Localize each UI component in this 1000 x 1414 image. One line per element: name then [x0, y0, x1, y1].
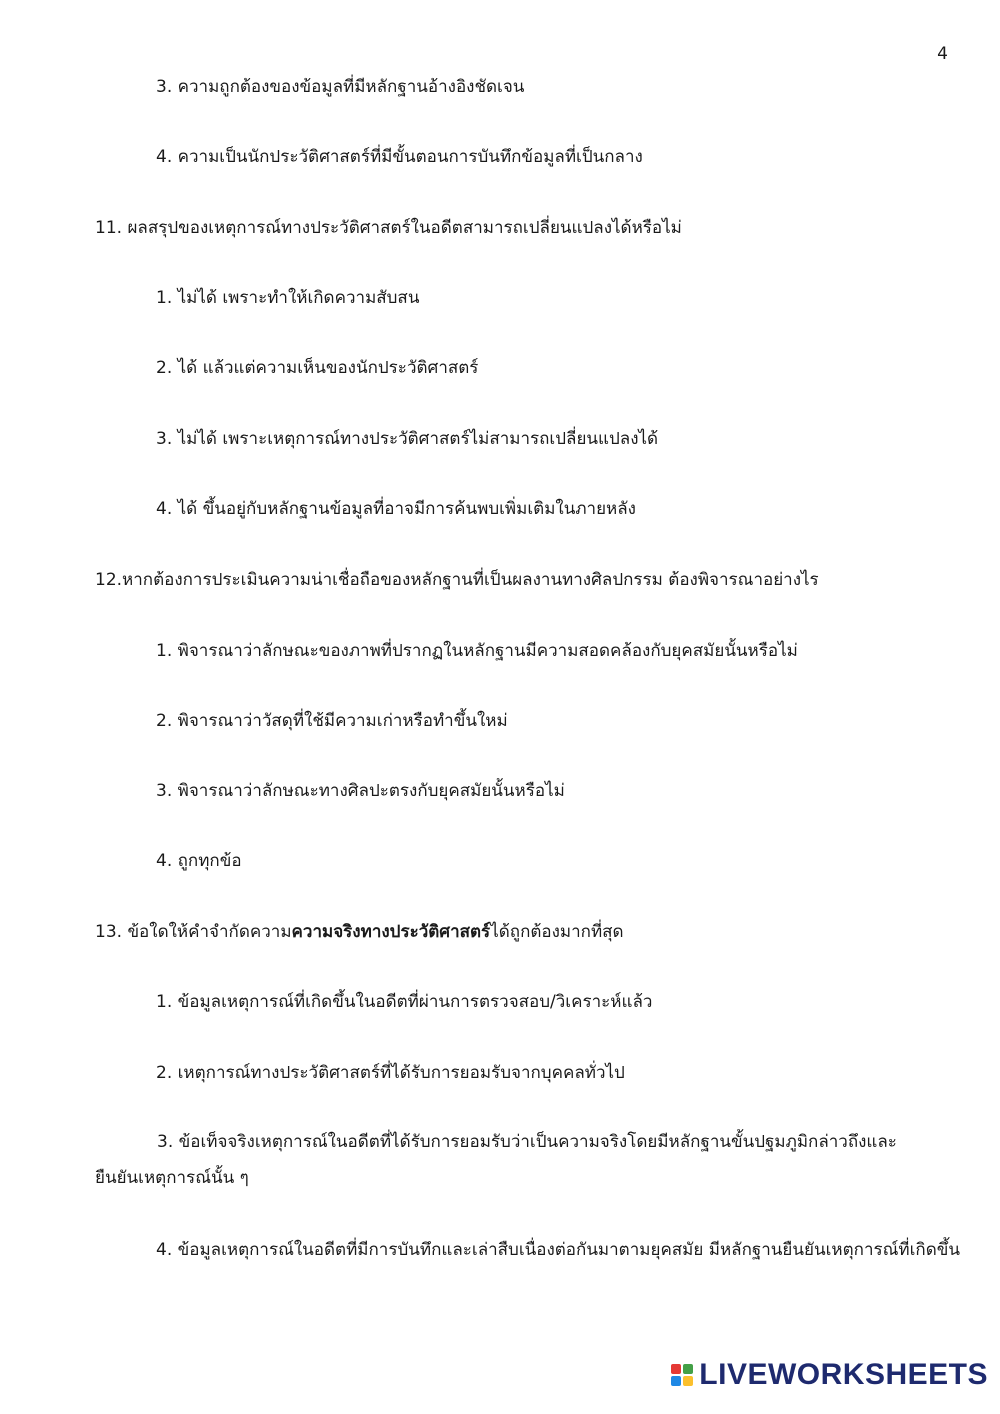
- q13-option-4: 4. ข้อมูลเหตุการณ์ในอดีตที่มีการบันทึกและเล่าสืบเนื่องต่อกันมาตามยุคสมัย มีหลักฐานยืนยันเหตุการณ์ที่เกิดขึ้น: [156, 1240, 960, 1260]
- page-number: 4: [937, 44, 948, 64]
- q12-option-2: 2. พิจารณาว่าวัสดุที่ใช้มีความเก่าหรือทำขึ้นใหม่: [156, 711, 508, 731]
- q11-option-2: 2. ได้ แล้วแต่ความเห็นของนักประวัติศาสตร์: [156, 358, 479, 378]
- q12-option-3: 3. พิจารณาว่าลักษณะทางศิลปะตรงกับยุคสมัยนั้นหรือไม่: [156, 781, 565, 801]
- q12-option-4: 4. ถูกทุกข้อ: [156, 851, 242, 871]
- question-11: 11. ผลสรุปของเหตุการณ์ทางประวัติศาสตร์ในอดีตสามารถเปลี่ยนแปลงได้หรือไม่: [95, 218, 682, 238]
- liveworksheets-logo-icon: [671, 1364, 693, 1386]
- question-13-prefix: 13. ข้อใดให้คำจำกัดความ: [95, 922, 292, 942]
- q11-option-3: 3. ไม่ได้ เพราะเหตุการณ์ทางประวัติศาสตร์ไม่สามารถเปลี่ยนแปลงได้: [156, 429, 659, 449]
- q12-option-1: 1. พิจารณาว่าลักษณะของภาพที่ปรากฏในหลักฐานมีความสอดคล้องกับยุคสมัยนั้นหรือไม่: [156, 641, 798, 661]
- question-13-bold-term: ความจริงทางประวัติศาสตร์: [291, 922, 491, 942]
- q13-option-2: 2. เหตุการณ์ทางประวัติศาสตร์ที่ได้รับการยอมรับจากบุคคลทั่วไป: [156, 1063, 625, 1083]
- question-13: [95, 920, 624, 944]
- q11-option-1: 1. ไม่ได้ เพราะทำให้เกิดความสับสน: [156, 288, 420, 308]
- q10-option-3: 3. ความถูกต้องของข้อมูลที่มีหลักฐานอ้างอิงชัดเจน: [156, 77, 525, 97]
- q10-option-4: 4. ความเป็นนักประวัติศาสตร์ที่มีขั้นตอนการบันทึกข้อมูลที่เป็นกลาง: [156, 147, 643, 167]
- q11-option-4: 4. ได้ ขึ้นอยู่กับหลักฐานข้อมูลที่อาจมีการค้นพบเพิ่มเติมในภายหลัง: [156, 499, 636, 519]
- question-12: 12.หากต้องการประเมินความน่าเชื่อถือของหลักฐานที่เป็นผลงานทางศิลปกรรม ต้องพิจารณาอย่างไร: [95, 570, 819, 590]
- q13-option-3: 3. ข้อเท็จจริงเหตุการณ์ในอดีตที่ได้รับการยอมรับว่าเป็นความจริงโดยมีหลักฐานขั้นปฐมภูมิกล่าวถึงและยืนยันเหตุการณ์นั้น ๆ: [95, 1132, 897, 1188]
- question-13-suffix: ได้ถูกต้องมากที่สุด: [490, 922, 624, 942]
- liveworksheets-logo[interactable]: [671, 1358, 988, 1392]
- liveworksheets-logo-text: LIVEWORKSHEETS: [699, 1358, 988, 1391]
- q13-option-1: 1. ข้อมูลเหตุการณ์ที่เกิดขึ้นในอดีตที่ผ่านการตรวจสอบ/วิเคราะห์แล้ว: [156, 992, 653, 1012]
